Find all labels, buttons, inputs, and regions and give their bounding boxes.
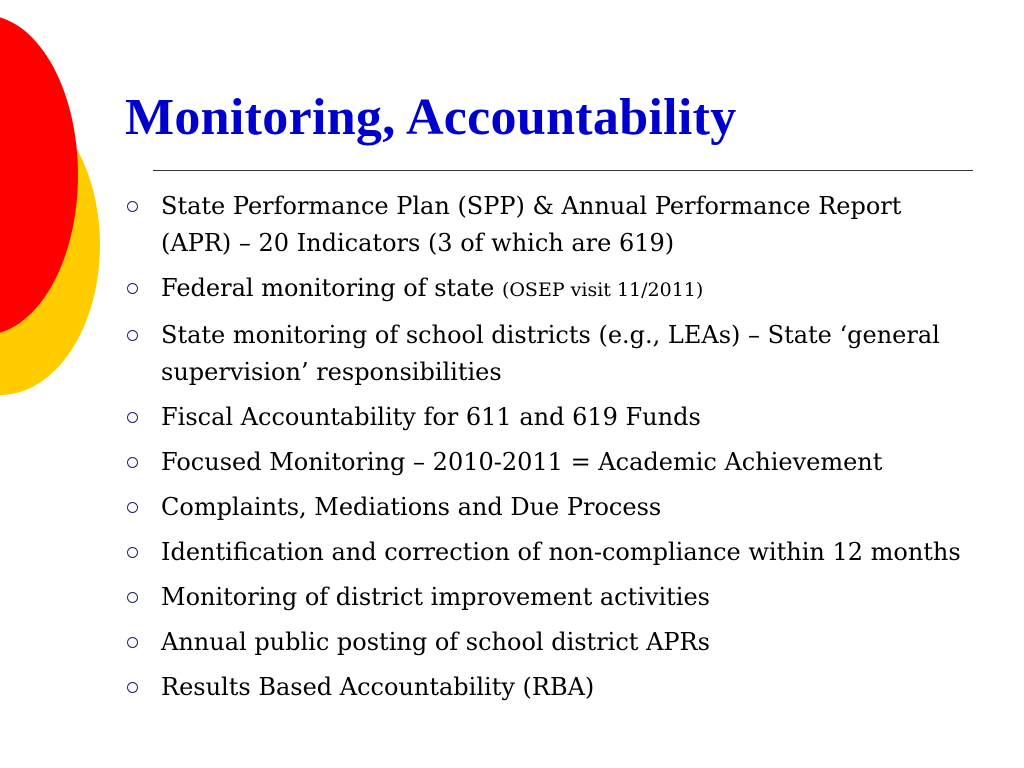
bullet-item — [125, 270, 970, 309]
circle-bullet-icon — [127, 547, 138, 558]
title-divider — [153, 170, 973, 171]
bullet-text: Results Based Accountability (RBA) — [161, 673, 595, 701]
circle-bullet-icon — [127, 457, 138, 468]
circle-bullet-icon — [127, 502, 138, 513]
bullet-item — [125, 399, 970, 436]
bullet-text: Annual public posting of school district APRs — [161, 628, 710, 656]
circle-bullet-icon — [127, 201, 138, 212]
circle-bullet-icon — [127, 592, 138, 603]
circle-bullet-icon — [127, 682, 138, 693]
bullet-item — [125, 669, 970, 706]
bullet-item — [125, 317, 970, 391]
bullet-item — [125, 489, 970, 526]
bullet-text: Federal monitoring of state — [161, 274, 502, 302]
bullet-text: Identification and correction of non-compliance within 12 months — [161, 538, 961, 566]
bullet-item — [125, 579, 970, 616]
circle-bullet-icon — [127, 330, 138, 341]
bullet-text: State Performance Plan (SPP) & Annual Performance Report (APR) – 20 Indicators (3 of which are 619) — [161, 192, 902, 257]
bullet-text: State monitoring of school districts (e.g., LEAs) – State ‘general supervision’ responsibilities — [161, 321, 940, 386]
bullet-text: Monitoring of district improvement activities — [161, 583, 710, 611]
bullet-note: (OSEP visit 11/2011) — [501, 279, 704, 301]
bullet-list — [125, 188, 970, 714]
bullet-text: Complaints, Mediations and Due Process — [161, 493, 662, 521]
bullet-item — [125, 444, 970, 481]
circle-bullet-icon — [127, 412, 138, 423]
circle-bullet-icon — [127, 637, 138, 648]
bullet-item — [125, 624, 970, 661]
slide-title: Monitoring, Accountability — [125, 89, 737, 146]
bullet-text: Fiscal Accountability for 611 and 619 Funds — [161, 403, 701, 431]
circle-bullet-icon — [127, 283, 138, 294]
bullet-item — [125, 534, 970, 571]
bullet-text: Focused Monitoring – 2010-2011 = Academic Achievement — [161, 448, 883, 476]
bullet-item — [125, 188, 970, 262]
